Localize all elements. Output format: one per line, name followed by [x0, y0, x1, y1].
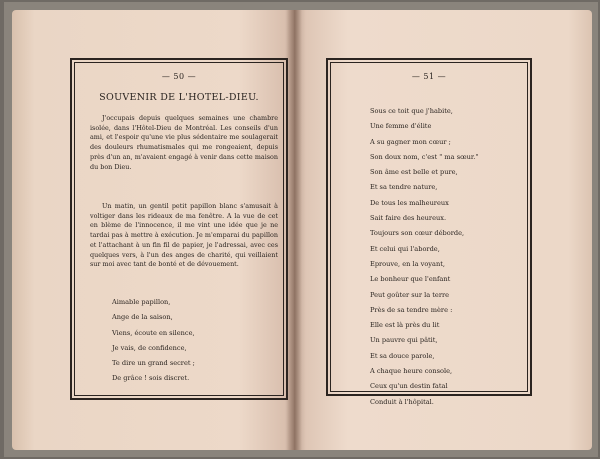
verse-line: Sait faire des heureux. — [370, 214, 447, 223]
verse-line: A su gagner mon cœur ; — [370, 137, 451, 146]
left-page — [12, 10, 296, 450]
verse-line: A chaque heure console, — [370, 367, 453, 376]
verse-line: Une femme d'élite — [370, 122, 432, 131]
verse-line: Ceux qu'un destin fatal — [370, 382, 448, 391]
left-page-frame — [70, 58, 288, 400]
paragraph-2 — [90, 202, 278, 270]
verse-line: Conduit à l'hôpital. — [370, 397, 434, 406]
verse-line: Le bonheur que l'enfant — [370, 275, 451, 284]
verse-line: Un pauvre qui pâtit, — [370, 336, 438, 345]
page-title: SOUVENIR DE L'HOTEL-DIEU. — [99, 92, 259, 103]
verse-line: Près de sa tendre mère : — [370, 305, 453, 314]
verse-line: Son doux nom, c'est " ma sœur." — [370, 152, 479, 161]
verse-line: Et celui qui l'aborde, — [370, 244, 440, 253]
open-book — [4, 2, 598, 457]
verse-line: Sous ce toit que j'habite, — [370, 107, 453, 115]
page-number: — 50 — — [161, 72, 197, 81]
verse-line: Te dire un grand secret ; — [112, 359, 195, 368]
verse-line: Ange de la saison, — [112, 313, 173, 322]
verse-line: Elle est là près du lit — [370, 321, 440, 330]
left-verse — [112, 295, 195, 387]
verse-line: Peut goûter sur la terre — [370, 290, 450, 299]
verse-line: Je vais, de confidence, — [112, 343, 187, 352]
verse-line: Toujours son cœur déborde, — [370, 229, 465, 238]
verse-line: Aimable papillon, — [112, 298, 171, 306]
page-number: — 51 — — [411, 72, 447, 81]
book-gutter — [286, 10, 302, 450]
verse-line: De tous les malheureux — [370, 198, 449, 207]
verse-line: Et sa douce parole, — [370, 351, 435, 360]
right-verse — [370, 104, 478, 410]
right-page — [294, 10, 592, 450]
verse-line: Son âme est belle et pure, — [370, 168, 458, 177]
right-page-frame — [326, 58, 532, 406]
verse-line: De grâce ! sois discret. — [112, 374, 190, 383]
verse-line: Et sa tendre nature, — [370, 183, 438, 192]
verse-line: Viens, écoute en silence, — [112, 328, 195, 337]
paragraph-1 — [90, 114, 278, 172]
verse-line: Eprouve, en la voyant, — [370, 259, 445, 268]
paragraph-text: Un matin, un gentil petit papillon blanc s'amusait à voltiger dans les rideaux de ma fenêtre. A la vue de cet en blème de l'innocence, il me vint une idée que je ne tardai pas à mettre à exécution. Je m'emparai du papillon et l'attachant à un fin fil de papier, je l'adressai, avec ces quelques vers, à l'un des anges de charité, qui veillaient sur moi avec tant de bonté et de dévouement. — [90, 202, 278, 269]
paragraph-text: J'occupais depuis quelques semaines une chambre isolée, dans l'Hôtel-Dieu de Montréal. Les conseils d'un ami, et l'espoir qu'une vie plus sédentaire me soulagerait des douleurs rhumatismales qui me rongeaient, depuis près d'un an, m'avaient engagé à venir dans cette maison du bon Dieu. — [90, 114, 278, 171]
